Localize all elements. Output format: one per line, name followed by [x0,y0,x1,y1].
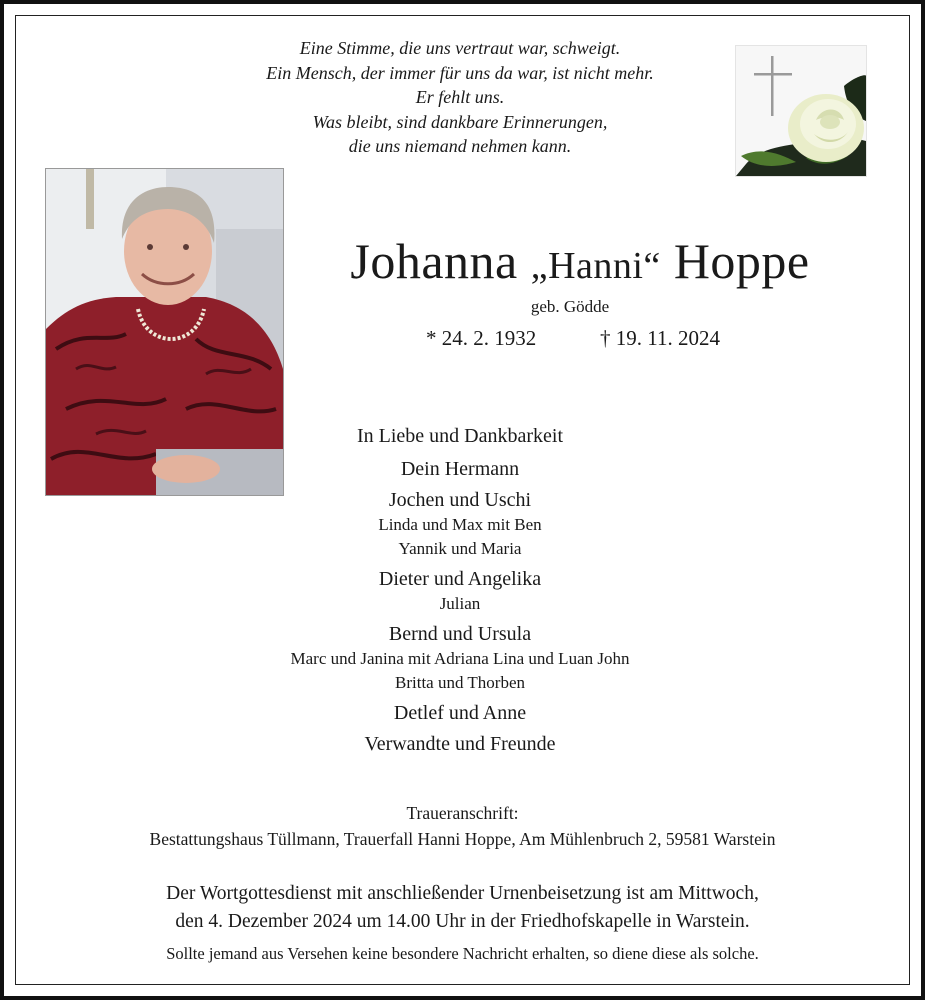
death-date: † 19. 11. 2024 [600,326,720,350]
last-name: Hoppe [673,233,810,289]
deceased-name [290,230,870,297]
mourner-sub: Linda und Max mit Ben [378,515,542,534]
mourner-main: Dein Hermann [400,458,520,480]
mourner-main: Bernd und Ursula [388,623,532,645]
mourner-main: Detlef und Anne [393,702,527,724]
poem-line: Er fehlt uns. [415,87,505,107]
poem-line: Was bleibt, sind dankbare Erinnerungen, [312,111,608,132]
service-info [30,880,895,936]
poem-line: die uns niemand nehmen kann. [348,136,572,156]
mourning-address [30,800,895,852]
address-text: Bestattungshaus Tüllmann, Trauerfall Hanni Hoppe, Am Mühlenbruch 2, 59581 Warstein [149,829,776,849]
address-label: Traueranschrift: [406,803,519,823]
first-name: Johanna [350,233,518,289]
mourner-sub: Britta und Thorben [395,673,525,692]
birth-name: geb. Gödde [530,297,610,316]
mourner-sub: Yannik und Maria [398,539,522,558]
mourner-sub: Julian [439,594,481,613]
service-line: den 4. Dezember 2024 um 14.00 Uhr in der Friedhofskapelle in Warstein. [175,911,750,932]
mourners-list [200,422,720,757]
mourner-main: Dieter und Angelika [378,568,542,590]
cross-rose-image [735,45,867,177]
service-line: Der Wortgottesdienst mit anschließender Urnenbeisetzung ist am Mittwoch, [166,883,759,904]
nickname: „Hanni“ [530,245,661,287]
poem-line: Ein Mensch, der immer für uns da war, ist nicht mehr. [266,62,654,83]
notice-note: Sollte jemand aus Versehen keine besondere Nachricht erhalten, so diene diese als solche. [166,944,759,963]
birth-date: * 24. 2. 1932 [426,326,537,350]
poem-line: Eine Stimme, die uns vertraut war, schweigt. [299,38,621,58]
mourners-intro: In Liebe und Dankbarkeit [356,425,564,447]
life-dates [400,325,760,351]
mourner-main: Jochen und Uschi [388,489,532,511]
poem [200,36,720,159]
mourner-sub: Marc und Janina mit Adriana Lina und Luan John [290,649,630,668]
mourner-main: Verwandte und Freunde [364,733,556,755]
